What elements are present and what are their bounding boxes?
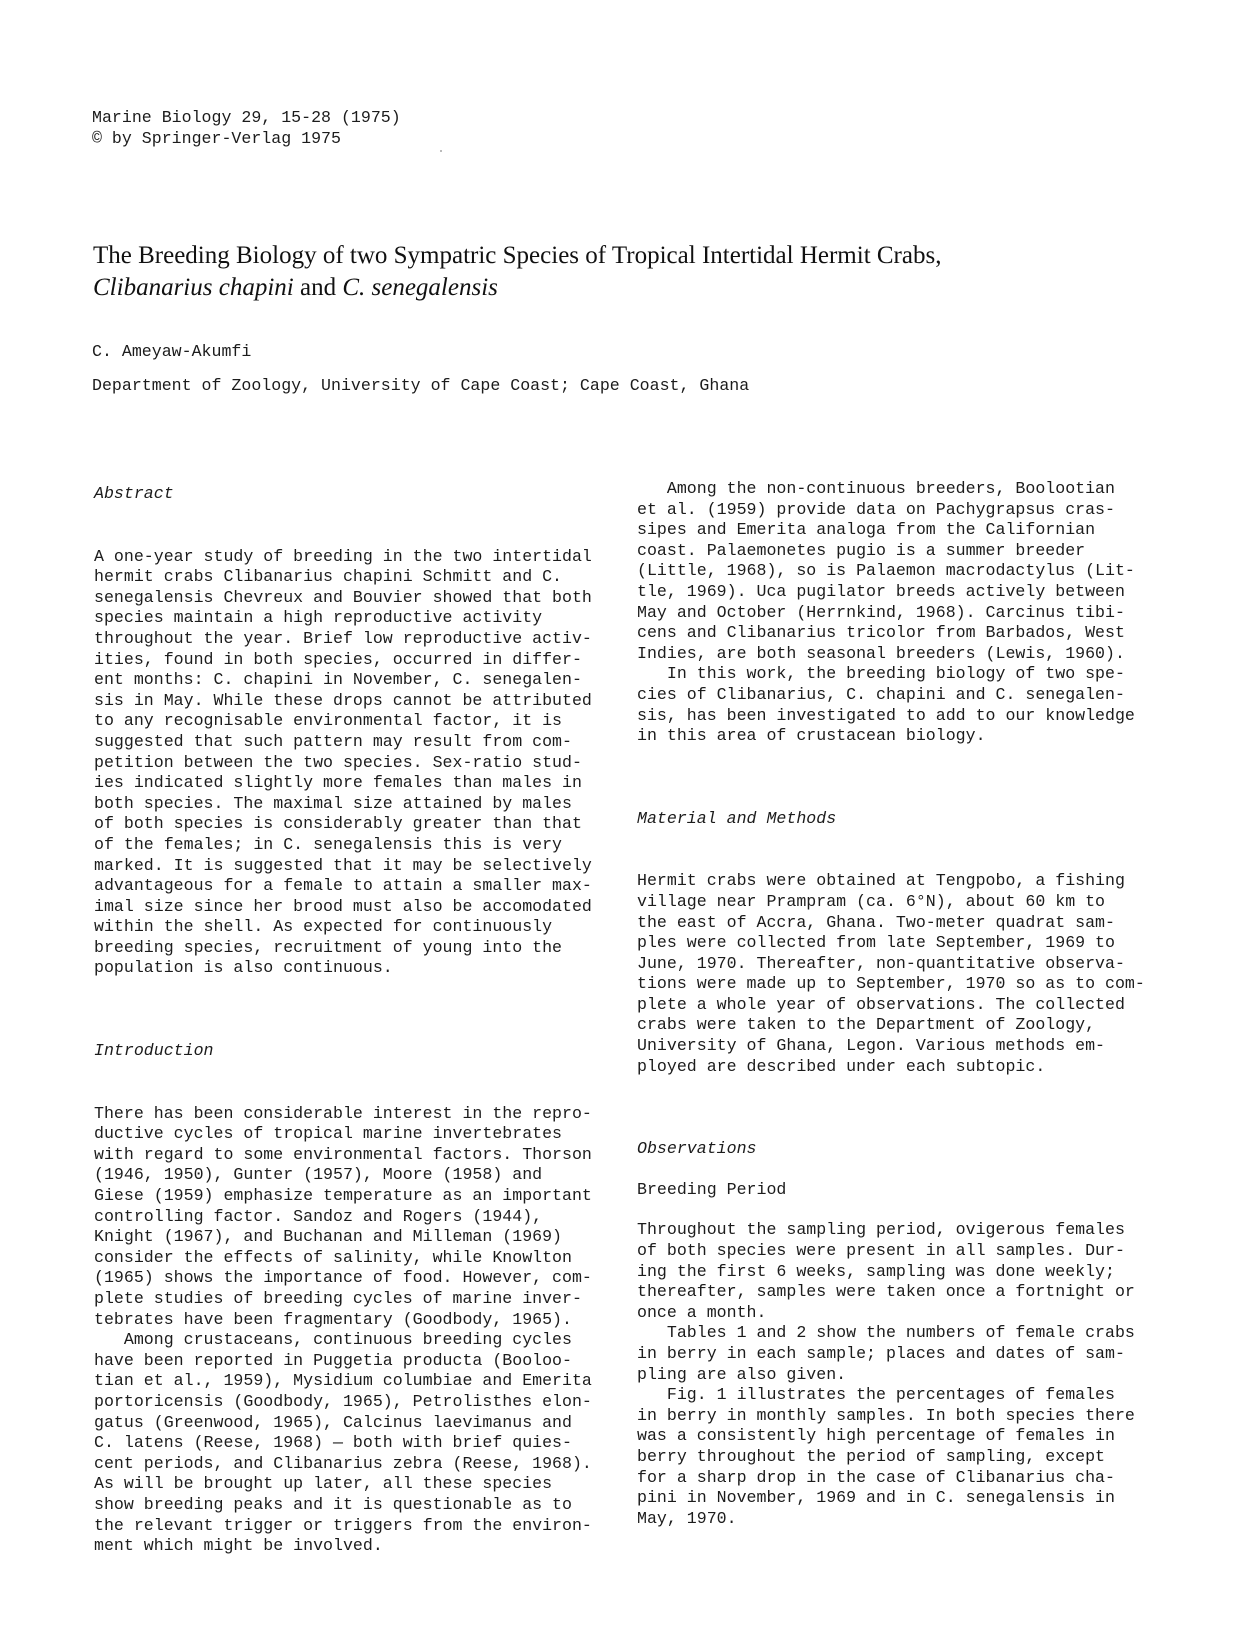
- title-line-1: The Breeding Biology of two Sympatric Species of Tropical Intertidal Hermit Crabs,: [93, 242, 942, 269]
- text-line: In this work, the breeding biology of two spe-: [637, 664, 1125, 684]
- text-line: sipes and Emerita analoga from the Californian: [637, 520, 1096, 540]
- text-line: the relevant trigger or triggers from the environ-: [94, 1515, 592, 1535]
- text-line: with regard to some environmental factors. Thorson: [94, 1144, 592, 1164]
- text-line: coast. Palaemonetes pugio is a summer breeder: [637, 540, 1086, 560]
- text-line: imal size since her brood must also be accomodated: [94, 896, 592, 916]
- author-affiliation: Department of Zoology, University of Cape Coast; Cape Coast, Ghana: [92, 376, 750, 395]
- text-line: Among the non-continuous breeders, Boolootian: [637, 479, 1115, 498]
- text-line: June, 1970. Thereafter, non-quantitative observa-: [637, 953, 1125, 973]
- title-conjunction: and: [293, 274, 343, 301]
- text-line: cent periods, and Clibanarius zebra (Reese, 1968).: [94, 1453, 592, 1473]
- text-line: hermit crabs Clibanarius chapini Schmitt and C.: [94, 567, 563, 587]
- text-line: tian et al., 1959), Mysidium columbiae and Emerita: [94, 1371, 592, 1391]
- text-line: of both species is considerably greater than that: [94, 814, 582, 834]
- copyright-line: © by Springer-Verlag 1975: [92, 128, 341, 148]
- text-line: Tables 1 and 2 show the numbers of female crabs: [637, 1323, 1135, 1343]
- abstract-heading: Abstract: [94, 484, 174, 503]
- introduction-body: [94, 1104, 604, 1557]
- text-line: C. latens (Reese, 1968) — both with brief quies-: [94, 1433, 572, 1453]
- text-line: tebrates have been fragmentary (Goodbody, 1965).: [94, 1309, 572, 1329]
- text-line: cies of Clibanarius, C. chapini and C. senegalen-: [637, 684, 1125, 704]
- text-line: sis, has been investigated to add to our knowledge: [637, 705, 1135, 725]
- text-line: Among crustaceans, continuous breeding cycles: [94, 1330, 572, 1350]
- text-line: Fig. 1 illustrates the percentages of females: [637, 1385, 1115, 1405]
- text-line: ductive cycles of tropical marine invertebrates: [94, 1124, 563, 1144]
- breeding-period-heading: Breeding Period: [637, 1179, 787, 1199]
- introduction-heading: Introduction: [94, 1041, 214, 1061]
- text-line: in berry in monthly samples. In both species there: [637, 1405, 1135, 1425]
- text-line: senegalensis Chevreux and Bouvier showed that both: [94, 587, 592, 607]
- text-line: petition between the two species. Sex-ratio stud-: [94, 752, 582, 772]
- text-line: thereafter, samples were taken once a fortnight or: [637, 1282, 1135, 1302]
- text-line: tions were made up to September, 1970 so as to com-: [637, 974, 1145, 994]
- text-line: controlling factor. Sandoz and Rogers (1944),: [94, 1206, 543, 1226]
- text-line: ployed are described under each subtopic.: [637, 1056, 1046, 1076]
- text-line: et al. (1959) provide data on Pachygrapsus cras-: [637, 499, 1115, 519]
- text-line: of the females; in C. senegalensis this is very: [94, 834, 563, 854]
- article-title: [93, 240, 1173, 304]
- title-line-2: [93, 272, 1173, 304]
- text-line: May, 1970.: [637, 1508, 737, 1528]
- text-line: pling are also given.: [637, 1364, 847, 1384]
- left-column: [94, 484, 604, 1557]
- text-line: crabs were taken to the Department of Zoology,: [637, 1015, 1096, 1035]
- text-line: for a sharp drop in the case of Clibanarius cha-: [637, 1467, 1115, 1487]
- text-line: suggested that such pattern may result from com-: [94, 731, 572, 751]
- text-line: once a month.: [637, 1302, 767, 1322]
- text-line: consider the effects of salinity, while Knowlton: [94, 1247, 572, 1267]
- title-species-1: Clibanarius chapini: [93, 274, 294, 301]
- journal-citation: [92, 108, 401, 149]
- journal-volume-line: Marine Biology 29, 15-28 (1975): [92, 108, 401, 127]
- text-line: As will be brought up later, all these species: [94, 1474, 553, 1494]
- text-line: sis in May. While these drops cannot be attributed: [94, 690, 592, 710]
- text-line: May and October (Herrnkind, 1968). Carcinus tibi-: [637, 602, 1125, 622]
- text-line: both species. The maximal size attained by males: [94, 793, 572, 813]
- text-line: Giese (1959) emphasize temperature as an important: [94, 1186, 592, 1206]
- abstract-body: [94, 547, 604, 979]
- text-line: ment which might be involved.: [94, 1536, 383, 1556]
- text-line: A one-year study of breeding in the two intertidal: [94, 546, 592, 566]
- text-line: plete studies of breeding cycles of marine inver-: [94, 1289, 582, 1308]
- scan-speck: [440, 150, 442, 152]
- text-line: tle, 1969). Uca pugilator breeds actively between: [637, 581, 1125, 601]
- text-line: portoricensis (Goodbody, 1965), Petrolisthes elon-: [94, 1391, 592, 1411]
- text-line: species maintain a high reproductive activity: [94, 608, 543, 628]
- text-line: ples were collected from late September, 1969 to: [637, 933, 1115, 953]
- text-line: There has been considerable interest in the repro-: [94, 1103, 592, 1123]
- text-line: marked. It is suggested that it may be selectively: [94, 855, 592, 875]
- text-line: within the shell. As expected for continuously: [94, 917, 553, 937]
- text-line: (1965) shows the importance of food. However, com-: [94, 1268, 592, 1288]
- text-line: show breeding peaks and it is questionable as to: [94, 1494, 572, 1514]
- text-line: Throughout the sampling period, ovigerous females: [637, 1220, 1125, 1240]
- text-line: village near Prampram (ca. 6°N), about 60 km to: [637, 891, 1106, 911]
- text-line: throughout the year. Brief low reproductive activ-: [94, 628, 592, 648]
- text-line: breeding species, recruitment of young into the: [94, 937, 563, 957]
- text-line: (Little, 1968), so is Palaemon macrodactylus (Lit-: [637, 561, 1135, 581]
- text-line: Hermit crabs were obtained at Tengpobo, a fishing: [637, 871, 1125, 891]
- title-species-2: C. senegalensis: [342, 274, 498, 301]
- text-line: (1946, 1950), Gunter (1957), Moore (1958) and: [94, 1165, 543, 1185]
- non-continuous-breeders-paragraph: [637, 479, 1147, 747]
- methods-body: [637, 871, 1147, 1077]
- text-line: plete a whole year of observations. The collected: [637, 994, 1125, 1014]
- text-line: ities, found in both species, occurred in differ-: [94, 649, 582, 669]
- text-line: ies indicated slightly more females than males in: [94, 773, 582, 793]
- text-line: Knight (1967), and Buchanan and Milleman (1969): [94, 1227, 563, 1247]
- text-line: of both species were present in all samples. Dur-: [637, 1241, 1125, 1261]
- text-line: cens and Clibanarius tricolor from Barbados, West: [637, 623, 1125, 643]
- text-line: population is also continuous.: [94, 958, 393, 978]
- text-line: berry throughout the period of sampling, except: [637, 1446, 1106, 1466]
- text-line: was a consistently high percentage of females in: [637, 1426, 1115, 1446]
- right-column: [637, 479, 1147, 1529]
- author-name: C. Ameyaw-Akumfi: [92, 342, 252, 361]
- text-line: in this area of crustacean biology.: [637, 726, 986, 746]
- text-line: ent months: C. chapini in November, C. senegalen-: [94, 670, 582, 690]
- methods-heading: Material and Methods: [637, 808, 837, 828]
- text-line: to any recognisable environmental factor, it is: [94, 711, 563, 731]
- observations-heading: Observations: [637, 1139, 757, 1159]
- breeding-period-body: [637, 1220, 1147, 1529]
- text-line: ing the first 6 weeks, sampling was done weekly;: [637, 1261, 1115, 1281]
- text-line: the east of Accra, Ghana. Two-meter quadrat sam-: [637, 912, 1115, 932]
- text-line: Indies, are both seasonal breeders (Lewis, 1960).: [637, 643, 1125, 663]
- text-line: advantageous for a female to attain a smaller max-: [94, 876, 592, 896]
- text-line: in berry in each sample; places and dates of sam-: [637, 1344, 1125, 1363]
- text-line: pini in November, 1969 and in C. senegalensis in: [637, 1488, 1115, 1508]
- text-line: University of Ghana, Legon. Various methods em-: [637, 1036, 1106, 1056]
- text-line: gatus (Greenwood, 1965), Calcinus laevimanus and: [94, 1412, 572, 1432]
- text-line: have been reported in Puggetia producta (Booloo-: [94, 1350, 572, 1370]
